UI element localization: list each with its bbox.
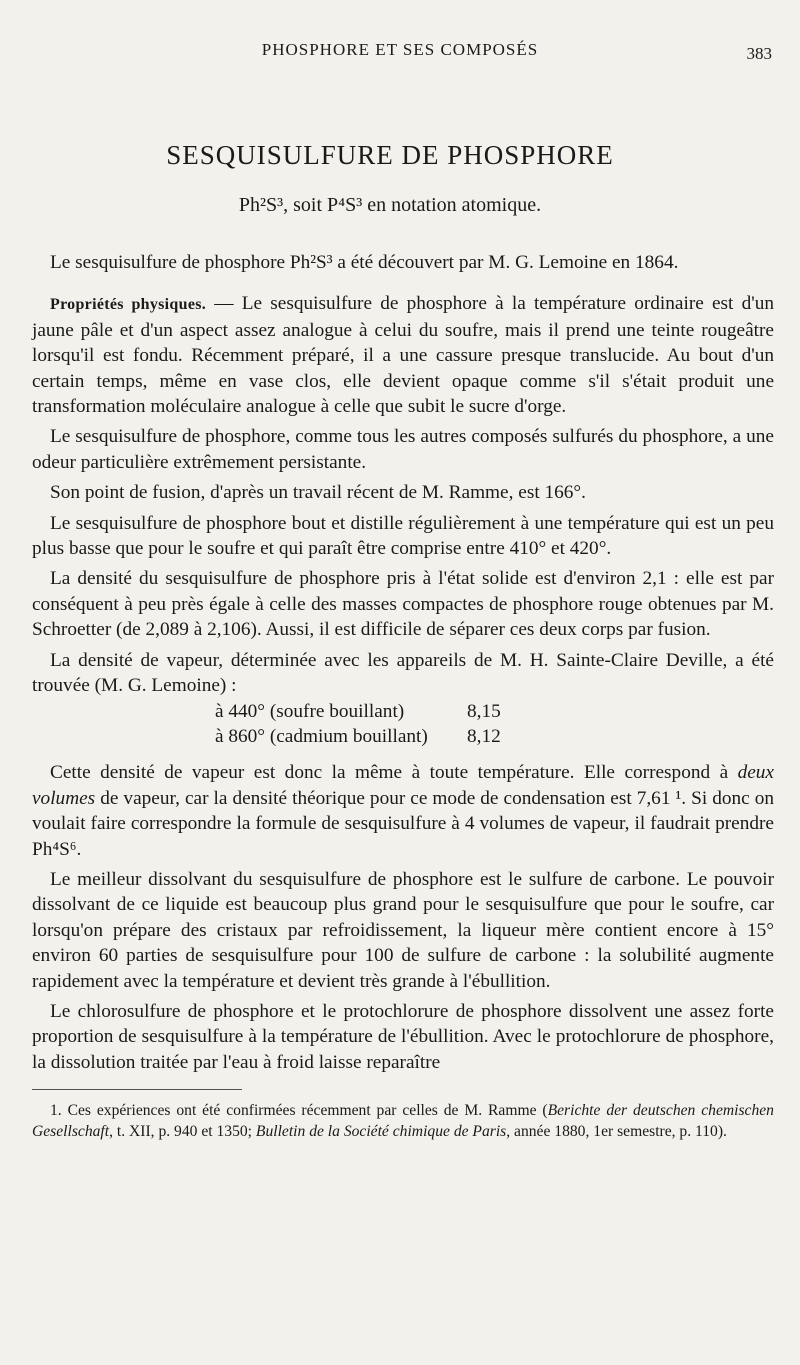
running-head: PHOSPHORE ET SES COMPOSÉS [261, 40, 539, 59]
physical-properties-text: — Le sesquisulfure de phosphore à la température ordinaire est d'un jaune pâle et d'un aspect assez analogue à celui du soufre, mais il prend une teinte rougeâtre lorsqu'il est fondu. Récemment préparé, il a une cassure presque translucide. Au bout d'un certain temps, même en vase clos, elle devient opaque comme s'il s'était produit une transformation moléculaire analogue à celle que subit le sucre d'orge. [32, 293, 775, 418]
intro-paragraph: Le sesquisulfure de phosphore Ph²S³ a été découvert par M. G. Lemoine en 1864. [50, 252, 679, 273]
fusion-paragraph: Son point de fusion, d'après un travail récent de M. Ramme, est 166°. [50, 482, 586, 504]
density-value: 8,15 [467, 700, 501, 722]
footnote-text-mid: , t. XII, p. 940 et 1350; [109, 1123, 256, 1141]
density-value: 8,12 [467, 725, 501, 747]
vapor-conclusion-paragraph [32, 760, 774, 862]
physical-properties-paragraph [32, 291, 774, 419]
footnote-divider [32, 1089, 242, 1090]
section-subtitle: Ph²S³, soit P⁴S³ en notation atomique. [238, 194, 542, 216]
chlorosulfure-paragraph: Le chlorosulfure de phosphore et le protochlorure de phosphore dissolvent une assez forte proportion de sesquisulfure à la température de l'ébullition. Avec le protochlorure de phosphore, la dissolution traitée par l'eau à froid laisse reparaître [32, 1000, 774, 1073]
solvent-paragraph: Le meilleur dissolvant du sesquisulfure de phosphore est le sulfure de carbone. Le pouvoir dissolvant de ce liquide est beaucoup plus grand pour le sesquisulfure que pour le soufre, car lorsqu'on prépare des cristaux par refroidissement, la liqueur mère contient encore à 15° environ 60 parties de sesquisulfure pour 100 de sulfure de carbone : la solubilité augmente rapidement avec la température et devient très grande à l'ébullition. [32, 868, 774, 992]
footnote-text: 1. Ces expériences ont été confirmées récemment par celles de M. Ramme ( [50, 1102, 548, 1120]
density-paragraph: La densité du sesquisulfure de phosphore pris à l'état solide est d'environ 2,1 : elle est par conséquent à peu près égale à celle des masses compactes de phosphore rouge obtenues par M. Schroetter (de 2,089 à 2,106). Aussi, il est difficile de séparer ces deux corps par fusion. [32, 568, 774, 641]
footnote-text-end: , année 1880, 1er semestre, p. 110). [506, 1123, 727, 1141]
vapor-density-table [32, 699, 774, 750]
footnote [32, 1100, 774, 1142]
vapor-conclusion-text: Cette densité de vapeur est donc la même à toute température. Elle correspond à [50, 762, 738, 784]
emphasis-two-volumes: deux volumes [32, 762, 774, 809]
page-number: 383 [746, 44, 772, 63]
density-row [32, 699, 774, 724]
boiling-paragraph: Le sesquisulfure de phosphore bout et distille régulièrement à une température qui est un peu plus basse que pour le soufre et qui paraît être comprise entre 410° et 420°. [32, 512, 774, 560]
section-title: SESQUISULFURE DE PHOSPHORE [166, 140, 614, 170]
run-in-heading: Propriétés physiques. [50, 296, 207, 314]
density-condition: à 440° (soufre bouillant) [215, 700, 405, 722]
vapor-conclusion-text-end: de vapeur, car la densité théorique pour ce mode de condensation est 7,61 ¹. Si donc on voulait faire correspondre la formule de sesquisulfure à 4 volumes de vapeur, il faudrait prendre Ph⁴S⁶. [32, 787, 774, 860]
footnote-bulletin-title: Bulletin de la Société chimique de Paris [255, 1123, 507, 1141]
footnote-journal-title: Berichte der deutschen chemischen Gesellschaft [32, 1102, 774, 1141]
density-row [32, 724, 774, 749]
vapor-density-intro: La densité de vapeur, déterminée avec les appareils de M. H. Sainte-Claire Deville, a été trouvée (M. G. Lemoine) : [32, 649, 774, 697]
density-condition: à 860° (cadmium bouillant) [215, 725, 428, 747]
odor-paragraph: Le sesquisulfure de phosphore, comme tous les autres composés sulfurés du phosphore, a une odeur particulière extrêmement persistante. [32, 426, 774, 473]
body-text [32, 250, 774, 1147]
